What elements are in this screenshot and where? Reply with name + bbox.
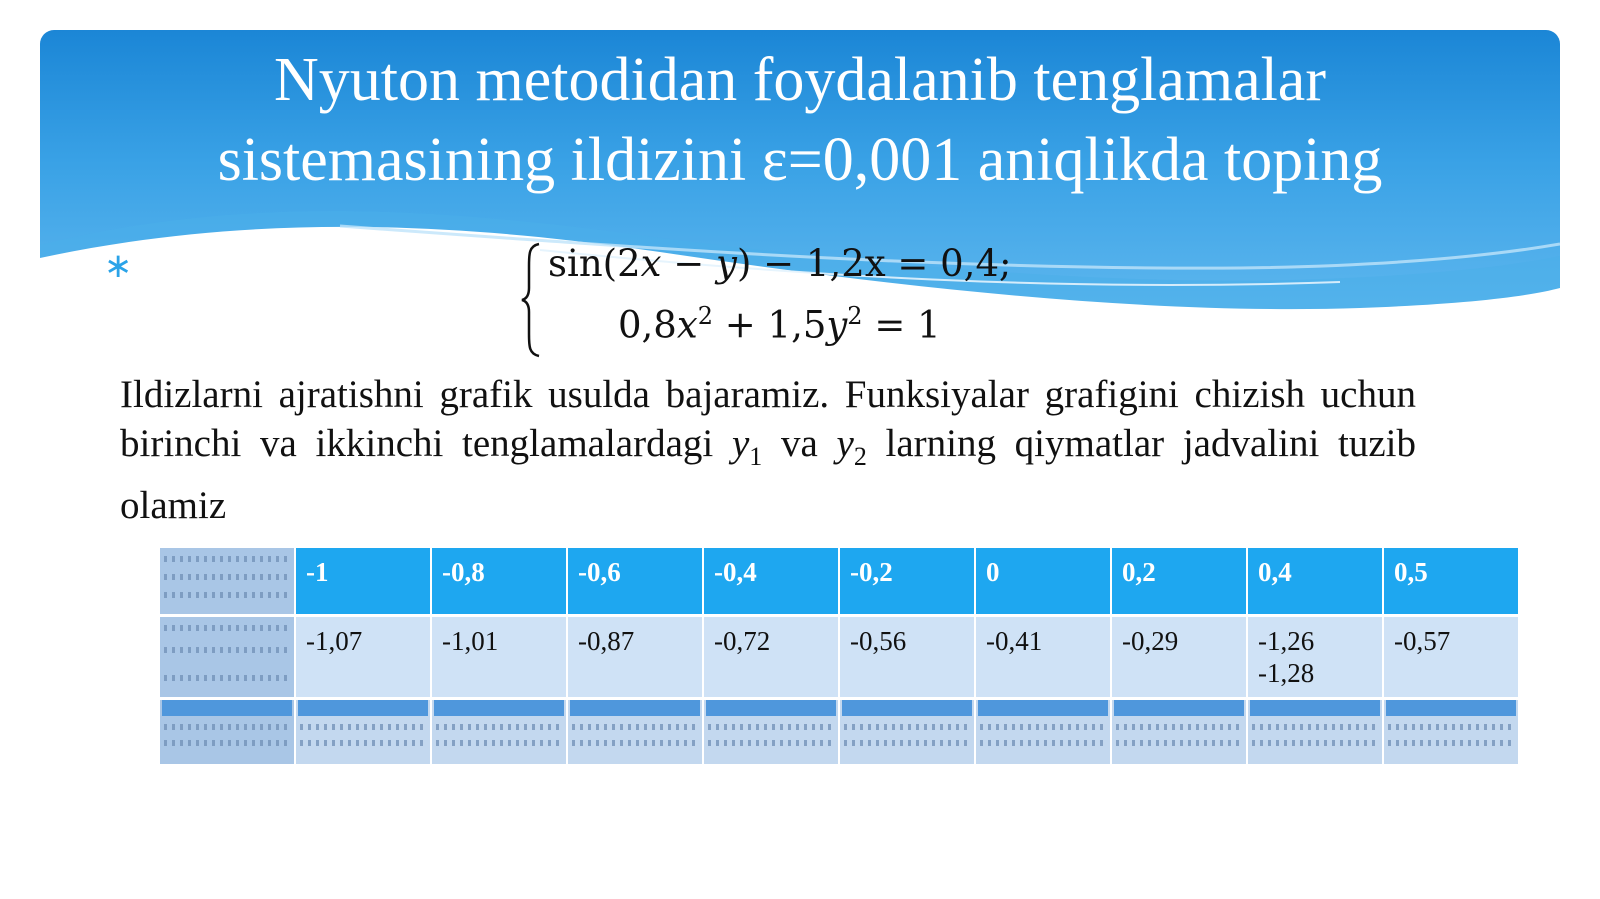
table-cell: -0,29: [1111, 616, 1247, 699]
eq2-exponent-x: 2: [697, 302, 713, 330]
table-cell: [1247, 616, 1383, 699]
table-cell-blank: [431, 699, 567, 766]
eq2-part-c: = 1: [862, 303, 941, 347]
table-cell: -1,01: [431, 616, 567, 699]
values-table: [160, 548, 1520, 767]
eq1-minus: −: [661, 242, 717, 285]
eq1-part-a: sin(2: [548, 242, 641, 285]
table-cell-blank: [1111, 699, 1247, 766]
paragraph-var-y1: y: [731, 422, 750, 465]
paragraph-text-after: larning qiymatlar jadvalini tuzib olamiz: [120, 422, 1416, 527]
table-cell: -0,72: [703, 616, 839, 699]
table-cell-value: -1,26: [1258, 626, 1315, 656]
table-header-row: [160, 548, 1519, 616]
star-bullet-icon: ∗: [104, 246, 133, 286]
row-label-x: [160, 548, 295, 616]
eq2-part-a: 0,8: [618, 303, 677, 347]
table-header-cell: -0,6: [567, 548, 703, 616]
title-line-2: sistemasining ildizini ε=0,001 aniqlikda toping: [217, 126, 1383, 194]
paragraph-sub-2: 2: [853, 441, 867, 471]
table-cell-blank: [975, 699, 1111, 766]
table-header-cell: 0,4: [1247, 548, 1383, 616]
eq2-part-b: + 1,5: [713, 303, 827, 347]
row-label-y2: [160, 699, 295, 766]
paragraph-text-before: Ildizlarni ajratishni grafik usulda bajaramiz. Funksiyalar grafigini chizish uchun birinchi va ikkinchi tenglamalardagi: [120, 373, 1416, 465]
table-cell-blank: [1247, 699, 1383, 766]
slide-title: [60, 40, 1540, 200]
eq2-var-y: y: [826, 303, 848, 347]
table-cell: -0,41: [975, 616, 1111, 699]
equation-line-1: [548, 242, 1011, 285]
table-cell: -1,07: [295, 616, 431, 699]
table-cell: -0,56: [839, 616, 975, 699]
eq1-var-y: y: [716, 242, 737, 285]
table-cell: -0,57: [1383, 616, 1519, 699]
eq2-exponent-y: 2: [847, 302, 863, 330]
table-cell: -0,87: [567, 616, 703, 699]
body-paragraph: [120, 370, 1416, 530]
paragraph-var-y2: y: [836, 422, 854, 465]
paragraph-text-middle: va: [762, 422, 837, 465]
title-line-1: Nyuton metodidan foydalanib tenglamalar: [274, 46, 1326, 114]
table-header-cell: -1: [295, 548, 431, 616]
eq1-part-b: ) − 1,2x = 0,4;: [736, 242, 1012, 285]
table-cell-blank: [839, 699, 975, 766]
table-header-cell: 0: [975, 548, 1111, 616]
table-header-cell: 0,5: [1383, 548, 1519, 616]
table-cell-blank: [1383, 699, 1519, 766]
table-cell-blank: [703, 699, 839, 766]
equation-system: [520, 236, 1080, 366]
table-header-cell: -0,4: [703, 548, 839, 616]
eq1-var-x: x: [640, 242, 662, 285]
table-cell-blank: [567, 699, 703, 766]
table-header-cell: -0,8: [431, 548, 567, 616]
left-brace-icon: [520, 242, 542, 358]
table-header-cell: -0,2: [839, 548, 975, 616]
table-row-y2: [160, 699, 1519, 766]
equation-line-2: [618, 302, 941, 346]
table-cell-blank: [295, 699, 431, 766]
eq2-var-x: x: [676, 303, 698, 347]
table-row-y1: [160, 616, 1519, 699]
table-cell-value-extra: -1,28: [1258, 658, 1315, 688]
row-label-y1: [160, 616, 295, 699]
paragraph-sub-1: 1: [749, 441, 763, 471]
table-header-cell: 0,2: [1111, 548, 1247, 616]
